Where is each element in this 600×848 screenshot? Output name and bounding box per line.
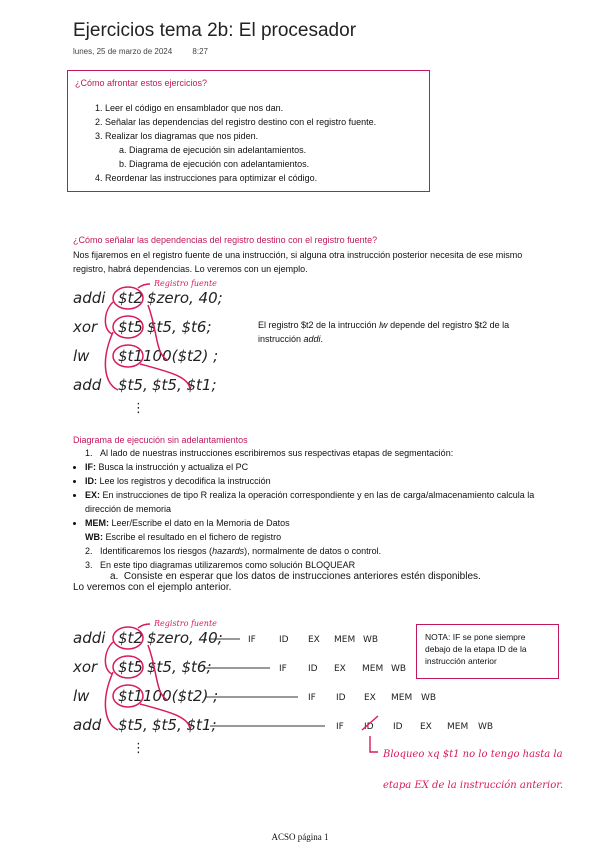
steps-box xyxy=(67,70,430,192)
fuente-label: Registro fuente xyxy=(154,279,217,288)
stage-label: MEM xyxy=(391,693,413,703)
dependencies-heading: ¿Cómo señalar las dependencias del registro destino con el registro fuente? xyxy=(73,235,378,245)
code-reg: $t5, xyxy=(118,716,148,734)
date-text: lunes, 25 de marzo de 2024 xyxy=(73,47,173,56)
note-text: . xyxy=(320,334,324,344)
stage-label: IF xyxy=(279,664,287,674)
stage-label: ID xyxy=(393,722,403,732)
outro-text: Lo veremos con el ejemplo anterior. xyxy=(73,582,232,593)
stages-list xyxy=(73,460,555,530)
page-title: Ejercicios tema 2b: El procesador xyxy=(73,20,357,41)
fuente-arrow xyxy=(138,284,150,288)
code-reg: $t5 xyxy=(118,658,143,676)
code-op: lw xyxy=(73,347,90,365)
stage-text: Escribe el resultado en el fichero de registro xyxy=(103,532,282,542)
stage-label: ID xyxy=(308,664,318,674)
dependency-arrow xyxy=(105,672,118,730)
code-op: addi xyxy=(73,289,106,307)
stage-key: WB: xyxy=(85,532,103,542)
code-rest: $t5, $t6; xyxy=(147,318,212,336)
stage-key: ID: xyxy=(85,476,97,486)
code-reg: $t1 xyxy=(118,347,143,365)
code-op: add xyxy=(73,376,102,394)
code-reg: $t2 xyxy=(118,629,143,647)
fuente-arrow xyxy=(138,624,150,628)
step-item xyxy=(105,129,376,171)
stage-label: MEM xyxy=(362,664,384,674)
stage-item xyxy=(85,488,555,516)
stage-label: WB xyxy=(421,693,437,703)
code-op: xor xyxy=(73,658,98,676)
code-rest: 100($t2) ; xyxy=(143,347,219,365)
stage-key: MEM: xyxy=(85,518,109,528)
code-rest: $t5, $t1; xyxy=(152,376,217,394)
code-rest: $zero, 40; xyxy=(147,289,223,307)
step-item: 4. Reordenar las instrucciones para optimizar el código. xyxy=(105,171,376,185)
stage-label: ID xyxy=(336,693,346,703)
item-text: Consiste en esperar que los datos de instrucciones anteriores estén disponibles. xyxy=(123,571,481,582)
code-rest: $t5, $t6; xyxy=(147,658,212,676)
blocked-stage-label: ID xyxy=(364,722,374,732)
dependency-arrow xyxy=(105,332,118,390)
page-footer: ACSO página 1 xyxy=(271,832,329,842)
dependency-note xyxy=(258,318,548,346)
stage-text: Busca la instrucción y actualiza el PC xyxy=(96,462,249,472)
stage-label: WB xyxy=(363,635,379,645)
stage-text: Leer/Escribe el dato en la Memoria de Datos xyxy=(109,518,290,528)
substep-item: a. Diagrama de ejecución sin adelantamientos. xyxy=(129,143,376,157)
blocked-comment-line-1: Bloqueo xq $t1 no lo tengo hasta la xyxy=(383,749,563,760)
stage-key: IF: xyxy=(85,462,96,472)
wb-line xyxy=(85,530,281,544)
stage-label: WB xyxy=(391,664,407,674)
comment-arrow xyxy=(370,736,378,752)
stage-label: EX xyxy=(308,635,320,645)
substeps-list xyxy=(105,143,376,171)
stage-item xyxy=(85,460,555,474)
stage-key: EX: xyxy=(85,490,101,500)
stage-text: Lee los registros y decodifica la instrucción xyxy=(97,476,271,486)
time-text: 8:27 xyxy=(192,47,208,56)
item-1: 1. Al lado de nuestras instrucciones escribiremos sus respectivas etapas de segmentación: xyxy=(85,448,454,458)
stage-label: WB xyxy=(478,722,494,732)
code-op: lw xyxy=(73,687,90,705)
code-reg: $t1 xyxy=(118,687,143,705)
no-forwarding-heading: Diagrama de ejecución sin adelantamientos xyxy=(73,435,248,445)
stage-label: IF xyxy=(336,722,344,732)
pipeline-note: NOTA: IF se pone siempre debajo de la etapa ID de la instrucción anterior xyxy=(416,624,559,679)
code-reg: $t2 xyxy=(118,289,143,307)
stage-label: MEM xyxy=(447,722,469,732)
code-reg: $t5 xyxy=(118,318,143,336)
item-3a: a. Consiste en esperar que los datos de instrucciones anteriores estén disponibles. xyxy=(110,571,481,582)
stage-label: ID xyxy=(279,635,289,645)
step-item: 1. Leer el código en ensamblador que nos dan. xyxy=(105,101,376,115)
code-op: add xyxy=(73,716,102,734)
item-text: En este tipo diagramas utilizaremos como solución BLOQUEAR xyxy=(100,560,356,570)
page-date xyxy=(73,47,208,56)
code-dots: ⋮ xyxy=(132,741,145,756)
stage-label: EX xyxy=(334,664,346,674)
code-dots: ⋮ xyxy=(132,401,145,416)
stage-item xyxy=(85,516,555,530)
code-rest: $zero, 40; xyxy=(147,629,223,647)
code-rest: 100($t2) ; xyxy=(143,687,219,705)
note-text: El registro $t2 de la intrucción xyxy=(258,320,380,330)
code-op: addi xyxy=(73,629,106,647)
stage-label: EX xyxy=(364,693,376,703)
item-text: Al lado de nuestras instrucciones escribiremos sus respectivas etapas de segmentación: xyxy=(100,448,454,458)
steps-list xyxy=(75,101,376,185)
stage-label: IF xyxy=(248,635,256,645)
code-rest: $t5, $t1; xyxy=(152,716,217,734)
item-text: hazards xyxy=(212,546,245,556)
code-reg: $t5, xyxy=(118,376,148,394)
code-diagram-1 xyxy=(0,272,260,422)
stage-text: En instrucciones de tipo R realiza la operación correspondiente y en las de carga/almacenamiento calcula la dirección de memoria xyxy=(85,490,535,514)
stage-label: EX xyxy=(420,722,432,732)
code-op: xor xyxy=(73,318,98,336)
dependency-arrow xyxy=(105,642,113,674)
note-text: lw xyxy=(379,320,388,330)
substep-item: b. Diagrama de ejecución con adelantamientos. xyxy=(129,157,376,171)
note-text: addi xyxy=(303,334,321,344)
stage-label: MEM xyxy=(334,635,356,645)
steps-heading: ¿Cómo afrontar estos ejercicios? xyxy=(75,78,208,88)
item-2: 2. Identificaremos los riesgos (hazards), normalmente de datos o control. xyxy=(85,546,382,556)
stage-item xyxy=(85,474,555,488)
blocked-comment-line-2: etapa EX de la instrucción anterior. xyxy=(383,780,564,791)
step-text: Realizar los diagramas que nos piden. xyxy=(105,131,259,141)
item-text: ), normalmente de datos o control. xyxy=(244,546,382,556)
fuente-label: Registro fuente xyxy=(154,619,217,628)
dependencies-text: Nos fijaremos en el registro fuente de una instrucción, si alguna otra instrucción posterior necesita de ese mismo registro, habrá dependencias. Lo veremos con un ejemplo. xyxy=(73,250,523,274)
item-text: Identificaremos los riesgos ( xyxy=(100,546,213,556)
stage-label: IF xyxy=(308,693,316,703)
step-item: 2. Señalar las dependencias del registro destino con el registro fuente. xyxy=(105,115,376,129)
note-text: depende del registro $t2 de la instrucción xyxy=(258,320,510,344)
item-3: 3. En este tipo diagramas utilizaremos como solución BLOQUEAR xyxy=(85,560,356,570)
dependency-arrow xyxy=(105,302,113,334)
